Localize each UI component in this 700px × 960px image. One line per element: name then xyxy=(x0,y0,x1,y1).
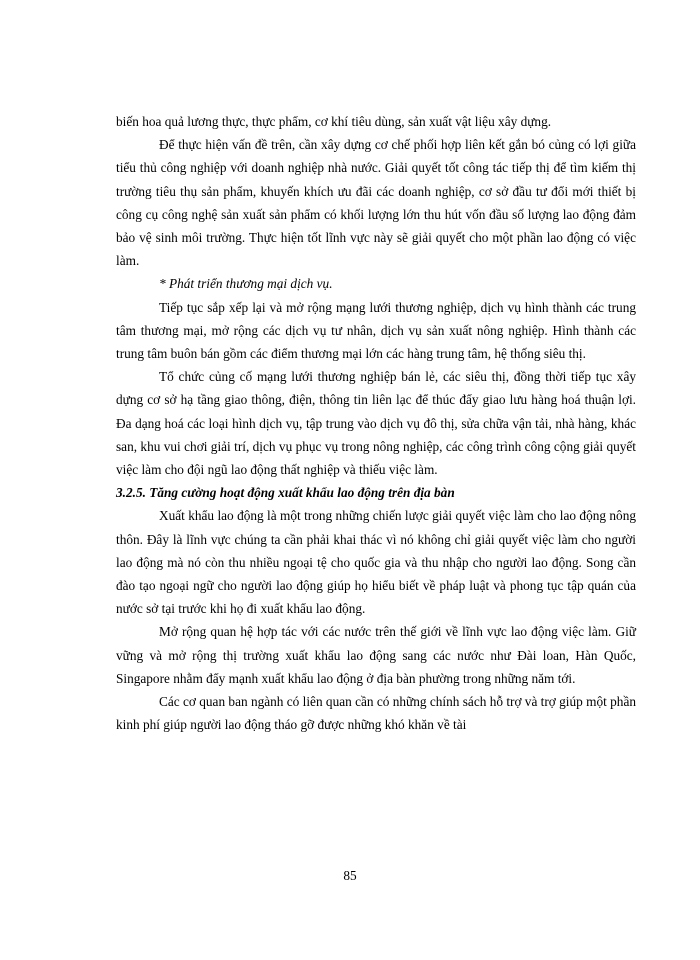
paragraph-cooperation-mechanism: Để thực hiện vấn đề trên, cần xây dựng cơ chế phối hợp liên kết gắn bó củng có lợi giữa tiểu thủ công nghiệp với doanh nghiệp nhà nước. Giải quyết tốt công tác tiếp thị để tìm kiếm thị trường tiêu thụ sản phẩm, khuyến khích ưu đãi các doanh nghiệp, cơ sở đầu tư đổi mới thiết bị công cụ công nghệ sản xuất sản phẩm có khối lượng lớn thu hút vốn đầu số lượng lao động đảm bảo vệ sinh môi trường. Thực hiện tốt lĩnh vực này sẽ giải quyết cho một phần lao động có việc làm. xyxy=(116,137,636,269)
paragraph-retail-infrastructure: Tổ chức củng cố mạng lưới thương nghiệp bán lẻ, các siêu thị, đồng thời tiếp tục xây dựng cơ sở hạ tầng giao thông, điện, thông tin liên lạc để thúc đẩy giao lưu hàng hoá thuận lợi. Đa dạng hoá các loại hình dịch vụ, tập trung vào dịch vụ đô thị, sửa chữa vận tải, nhà hàng, khác san, khu vui chơi giải trí, dịch vụ phục vụ trong nông nghiệp, các công trình công cộng giải quyết việc làm cho đội ngũ lao động thất nghiệp và thiếu việc làm. xyxy=(116,369,636,478)
paragraph-continuation: biến hoa quả lương thực, thực phẩm, cơ khí tiêu dùng, sản xuất vật liệu xây dựng. xyxy=(116,114,552,129)
document-body xyxy=(116,110,636,736)
page-number: 85 xyxy=(343,868,357,883)
paragraph-labor-export-strategy: Xuất khẩu lao động là một trong những chiến lược giải quyết việc làm cho lao động nông thôn. Đây là lĩnh vực chúng ta cần phải khai thác vì nó không chỉ giải quyết việc làm cho người lao động mà nó còn thu nhiều ngoại tệ cho quốc gia và thu nhập cho người lao động. Song cần đào tạo ngoại ngữ cho người lao động giúp họ hiểu biết về pháp luật và phong tục tập quán của nước sở tại trước khi họ đi xuất khẩu lao động. xyxy=(116,508,636,617)
subheading-trade-services: * Phát triển thương mại dịch vụ. xyxy=(159,276,333,292)
section-heading-labor-export: 3.2.5. Tăng cường hoạt động xuất khẩu lao động trên địa bàn xyxy=(116,485,455,501)
paragraph-commercial-network: Tiếp tục sắp xếp lại và mở rộng mạng lưới thương nghiệp, dịch vụ hình thành các trung tâm thương mại, mở rộng các dịch vụ tư nhân, dịch vụ sản xuất nông nghiệp. Hình thành các trung tâm buôn bán gồm các điểm thương mại lớn các hàng trung tâm, hệ thống siêu thị. xyxy=(116,299,636,362)
paragraph-support-policies: Các cơ quan ban ngành có liên quan cần có những chính sách hỗ trợ và trợ giúp một phần kinh phí giúp người lao động tháo gỡ được những khó khăn về tài xyxy=(116,694,636,733)
paragraph-international-cooperation: Mở rộng quan hệ hợp tác với các nước trên thế giới về lĩnh vực lao động việc làm. Giữ vững và mở rộng thị trường xuất khẩu lao động sang các nước như Đài loan, Hàn Quốc, Singapore nhằm đẩy mạnh xuất khẩu lao động ở địa bàn phường trong những năm tới. xyxy=(116,624,636,686)
